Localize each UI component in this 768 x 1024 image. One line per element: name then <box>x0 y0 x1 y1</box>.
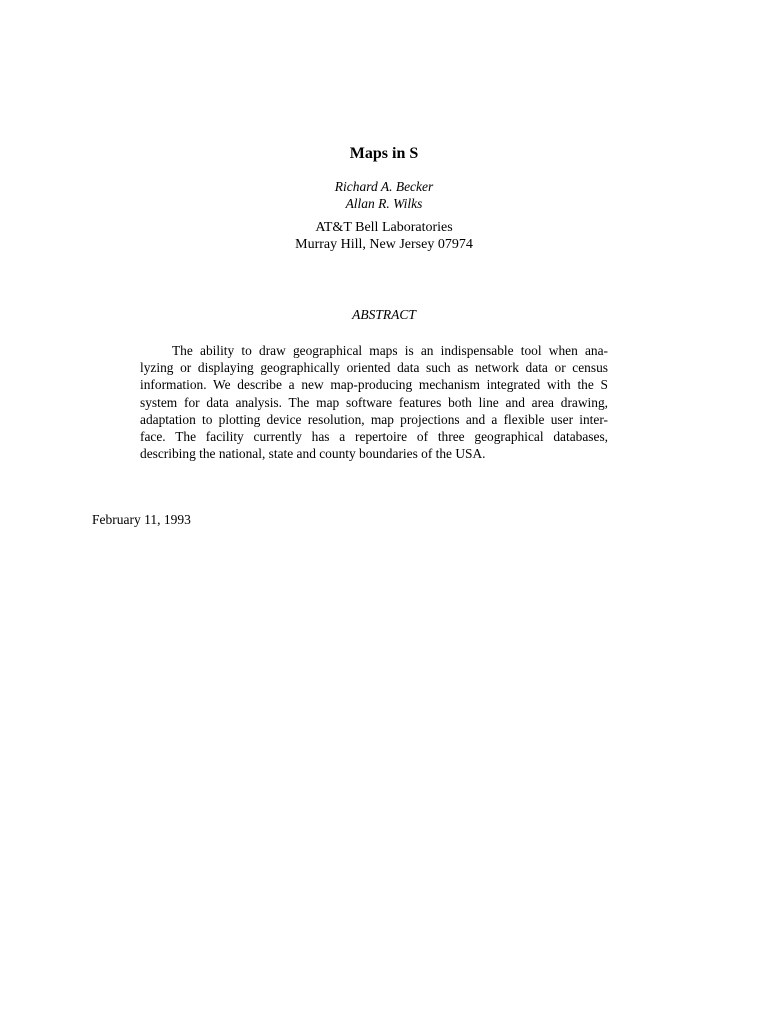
affiliation-address: Murray Hill, New Jersey 07974 <box>295 237 473 252</box>
abstract-line: The ability to draw geographical maps is an indispensable tool when ana- <box>172 343 608 358</box>
abstract-heading: ABSTRACT <box>352 307 416 322</box>
abstract-body <box>140 342 608 462</box>
abstract-line: adaptation to plotting device resolution, map projections and a flexible user inter- <box>140 411 608 427</box>
abstract-line: lyzing or displaying geographically oriented data such as network data or census <box>140 360 608 376</box>
abstract-line: describing the national, state and county boundaries of the USA. <box>140 446 486 462</box>
paper-title: Maps in S <box>349 145 419 162</box>
abstract-line: face. The facility currently has a repertoire of three geographical databases, <box>140 428 608 444</box>
author-name: Richard A. Becker <box>334 179 434 194</box>
affiliation-organization: AT&T Bell Laboratories <box>315 220 453 235</box>
author-name: Allan R. Wilks <box>345 196 423 211</box>
abstract-line: system for data analysis. The map software features both line and area drawing, <box>140 394 608 410</box>
abstract-line: information. We describe a new map-producing mechanism integrated with the S <box>140 377 608 393</box>
paper-date: February 11, 1993 <box>92 512 191 527</box>
